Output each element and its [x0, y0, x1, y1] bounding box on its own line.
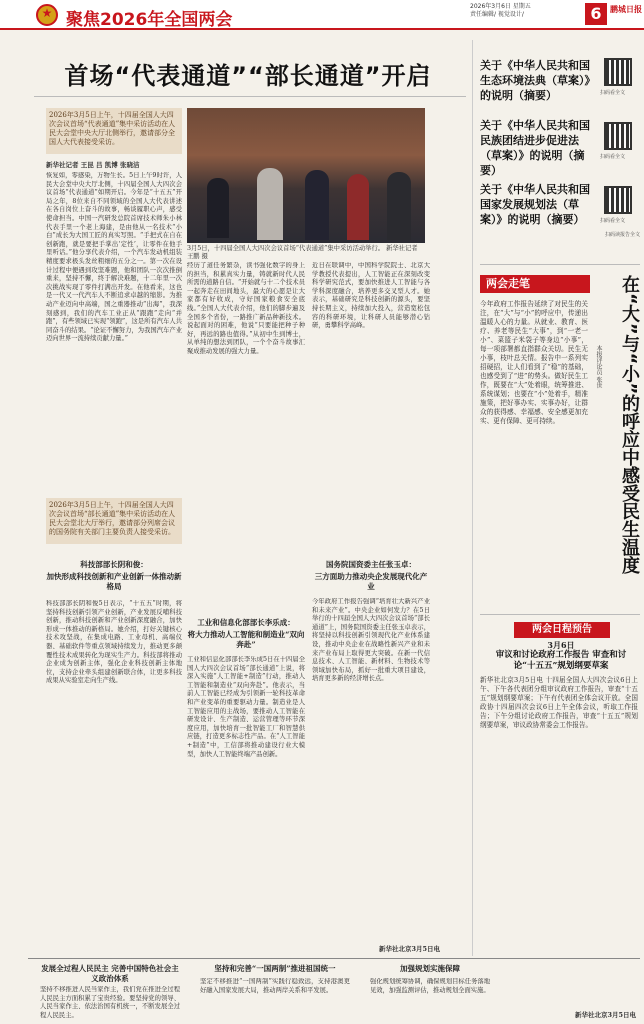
photo-credit: 新华社记者 王鹏 摄 [187, 245, 418, 260]
commentary-body: 今年政府工作报告延续了对民生的关注，在“大”与“小”的呼应中，传递出温暖人心的力量。从就业、教育、医疗、养老等民生“大事”，到“一老一小”、菜篮子米袋子等身边“小事”，每一项部署都直指群众关切。民生无小事，枝叶总关情。报告中一系列实招硬招，让人们看到了“稳”的基础，也感受到了“进”的势头。做好民生工作，既要在“大”处着眼，统筹推进、系统谋划；也要在“小”处着手，精准施策，把好事办实、实事办好，让群众的获得感、幸福感、安全感更加充实、更有保障、更可持续。 [480, 300, 588, 425]
report-title-3: 关于《中华人民共和国国家发展规划法（草案）》的说明（摘要） [480, 183, 590, 226]
subhead-c-title: 三方面助力推动央企发展现代化产业 [314, 572, 428, 591]
issue-info [470, 3, 580, 19]
bottom-title-1: 发展全过程人民民主 完善中国特色社会主义政治体系 [41, 964, 179, 983]
divider [34, 96, 466, 97]
photo-caption [187, 245, 425, 261]
subhead-a: 科技部部长阴和俊： [80, 560, 148, 569]
photo-figure [347, 174, 369, 240]
subhead-b-title: 将大力推动人工智能和制造业“双向奔赴” [187, 630, 305, 649]
schedule-title: 审议和讨论政府工作报告 审查和讨论“十五五”规划纲要草案 [495, 650, 627, 671]
photo-caption-text: 3月5日，十四届全国人大四次会议首场“代表通道”集中采访活动举行。 [187, 245, 385, 252]
bottom-text-2: 坚定不移推进“一国两制”实践行稳致远，支持港澳更好融入国家发展大局，推动两岸关系和平发展。 [200, 978, 350, 994]
article-column-3: 近日在联调中，中国科学院院士、北京大学教授代表提出，人工智能正在深刻改变科学研究范式，要加快推进人工智能与各学科深度融合，培养更多交叉型人才。她表示，基础研究是科技创新的源头，要坚持长期主义，持续加大投入，营造宽松包容的科研环境，让科研人员能够潜心钻研，勇攀科学高峰。 [312, 262, 430, 330]
article-column-1: 恢复如，零感染，万物生长。5日上午9时许，人民大会堂中央大厅北侧，十四届全国人大四次会议首场“代表通道”如期开启。今年是“十五五”开局之年，8位来自不同领域的全国人大代表讲述在各自岗位上奋斗的故事，畅谈履职心声，感受使命担当。中国一汽研发总院首席技术师朱小林代表手里一个老上海建，是由他从一名技术“小白”成长为大国工匠的真实写照。“手把式在自在创新跑，就是要把手掌出‘定性’，让零件在他手里听话。”他分享代表介绍，一个汽车发动机组装精度要求极头发丝粗细的五分之一。第一次在设计过程中便遇到攻坚难题，他和团队一次次推倒重来，坚持不懈，终于解决难题，十二年里一次次挑战实现了零件打满出开发。在他看来，这也是一代又一代汽车人不断追求卓越的缩影。为推动产业迈向中高端，国之重器推动“出海”，我深刻感到，我们的汽车工业正从“跟跑”走向“并跑”，有些领域已实现“领跑”，这是所有汽车人共同奋斗的结果。“论证不懈努力，为我国汽车产业迈向世界一流持续贡献力量。” [46, 172, 182, 343]
photo-figure [257, 168, 283, 240]
report-title-2: 关于《中华人民共和国民族团结进步促进法（草案）》的说明（摘要） [480, 119, 590, 177]
subhead-b: 工业和信息化部部长李乐成： [197, 618, 295, 627]
schedule-tag: 两会日程预告 [514, 622, 610, 638]
divider [480, 264, 640, 265]
subhead-a-title: 加快形成科技创新和产业创新一体推动新格局 [46, 572, 182, 591]
qr-code-icon[interactable] [604, 186, 632, 214]
byline-2: 新华社北京3月5日电 [378, 945, 440, 953]
byline-1: 新华社记者 王昆 吕 凯博 张晓洁 [46, 161, 140, 169]
commentary-author: 本报评论员 张世 [595, 345, 602, 389]
bottom-byline: 新华社北京3月5日电 [574, 1011, 636, 1019]
bottom-text-3: 强化规划统筹协调，确保规划目标任务落地见效，加强监测评估，推动规划全面实施。 [370, 978, 490, 994]
qr-code-icon[interactable] [604, 58, 632, 86]
divider [480, 614, 640, 615]
bottom-title-2: 坚持和完善“一国两制”推进祖国统一 [214, 964, 336, 973]
article-column-b: 工业和信息化部部长李乐成5日在十四届全国人大四次会议首场“部长通道”上说，将深入实施“人工智能+制造”行动，推动人工智能和制造业“双向奔赴”。他表示，当前人工智能已经成为引领新一轮科技革命和产业变革的重要驱动力量。制造业是人工智能应用的主战场，要推动人工智能在研发设计、生产制造、运营管理等环节深度应用，加快培育一批智能工厂和智慧供应链，打造更多标志性产品。在“人工智能+制造”中，工信部将推动建设行业大模型，加快人工智能终端产品创新。 [187, 656, 305, 758]
photo-figure [387, 172, 411, 240]
bottom-title-3: 加强规划实施保障 [400, 964, 460, 973]
commentary-tag: 两会走笔 [480, 275, 590, 293]
schedule-body: 新华社北京3月5日电 十四届全国人大四次会议6日上午、下午各代表团分组审议政府工作报告，审查“十五五”规划纲要草案；下午有代表团全体会议开放。全国政协十四届四次会议6日上午全体会议，听取工作报告；下午分组讨论政府工作报告，审查“十五五”规划纲要草案，审议政协常委会工作报告。 [480, 676, 638, 729]
lead-paragraph-1: 2026年3月5日上午，十四届全国人大四次会议首场“代表通道”集中采访活动在人民大会堂中央大厅北侧举行，邀请部分全国人大代表接受采访。 [46, 108, 182, 154]
photo-figure [207, 178, 229, 238]
commentary-title: 在“大”与“小”的呼应中感受民生温度 [619, 275, 640, 575]
qr-label-1: 扫码看全文 [600, 90, 626, 96]
article-column-c: 今年政府工作报告强调“培育壮大新兴产业和未来产业”。中央企业如何发力？在5日举行的十四届全国人大四次会议首场“部长通道”上，国务院国资委主任张玉卓表示，将坚持以科技创新引领现代化产业体系建设，推动中央企业在战略性新兴产业和未来产业布局上取得更大突破。在新一代信息技术、人工智能、新材料、生物技术等领域加快布局，抓好一批重大项目建设，培育更多新的经济增长点。 [312, 598, 430, 683]
bottom-text-1: 坚持不移推进人民当家作主，我们党在推进全过程人民民主方面积累了宝贵经验。要坚持党的领导、人民当家作主、依法治国有机统一，不断发展全过程人民民主。 [40, 986, 180, 1019]
article-column-2: 经历了道任务繁杂，读书强化数字的身上的担当，积累真实力量，铸就新时代人民所需的道路自信。“开始就与十二个技术员一起奔走在田间地头，最大的心愿是让大家都有好收成，守好国家粮食安全底线。”全国人大代表介绍，他们的脚步遍及全国多个省份，一路推广新品种新技术。说起面对的困难，他说“只要能把种子种好，再远的路也值得。”从初中生到博士，从单纯的想法到团队，一个个奋斗故事汇聚成推动发展的强大力量。 [187, 262, 305, 355]
subhead-c: 国务院国资委主任张玉卓： [326, 560, 416, 569]
qr-note: 扫码读报告全文 [604, 232, 640, 238]
qr-label-2: 扫码看全文 [600, 154, 626, 160]
news-photo [187, 108, 425, 243]
qr-label-3: 扫码看全文 [600, 218, 626, 224]
lead-paragraph-2: 2026年3月5日上午，十四届全国人大四次会议首场“部长通道”集中采访活动在人民大会堂北大厅举行，邀请部分列席会议的国务院有关部门主要负责人接受采访。 [46, 498, 182, 544]
paper-name: 鹏城日报 [610, 5, 642, 14]
article-column-a: 科技部部长阴和俊5日表示，“十五五”时期，将坚持科技创新引领产业创新，产业发展反哺科技创新，推动科技创新和产业创新深度融合，加快形成一体推动的新格局。她介绍，打好关键核心技术攻坚战，在集成电路、工业母机、高端仪器、基础软件等重点领域持续发力，推动更多颠覆性技术成果转化为现实生产力。科技部将推动企业成为创新主体，强化企业科技创新主体地位，支持企业牵头组建创新联合体，让更多科技成果从实验室走向生产线。 [46, 600, 182, 685]
page-number: 6 [585, 3, 607, 25]
main-headline: 首场“代表通道”“部长通道”开启 [64, 62, 432, 90]
schedule-date: 3月6日 [547, 640, 575, 650]
divider [28, 958, 640, 959]
issue-date: 2026年3月6日 星期五 [470, 3, 531, 10]
qr-code-icon[interactable] [604, 122, 632, 150]
report-title-1: 关于《中华人民共和国生态环境法典（草案）》的说明（摘要） [480, 59, 596, 102]
issue-editors: 责任编辑/ 视觉设计/ [470, 11, 524, 18]
column-divider [472, 40, 473, 956]
photo-figure [305, 170, 329, 240]
section-title: 聚焦2026年全国两会 [66, 10, 233, 30]
star-icon: ★ [41, 6, 53, 20]
